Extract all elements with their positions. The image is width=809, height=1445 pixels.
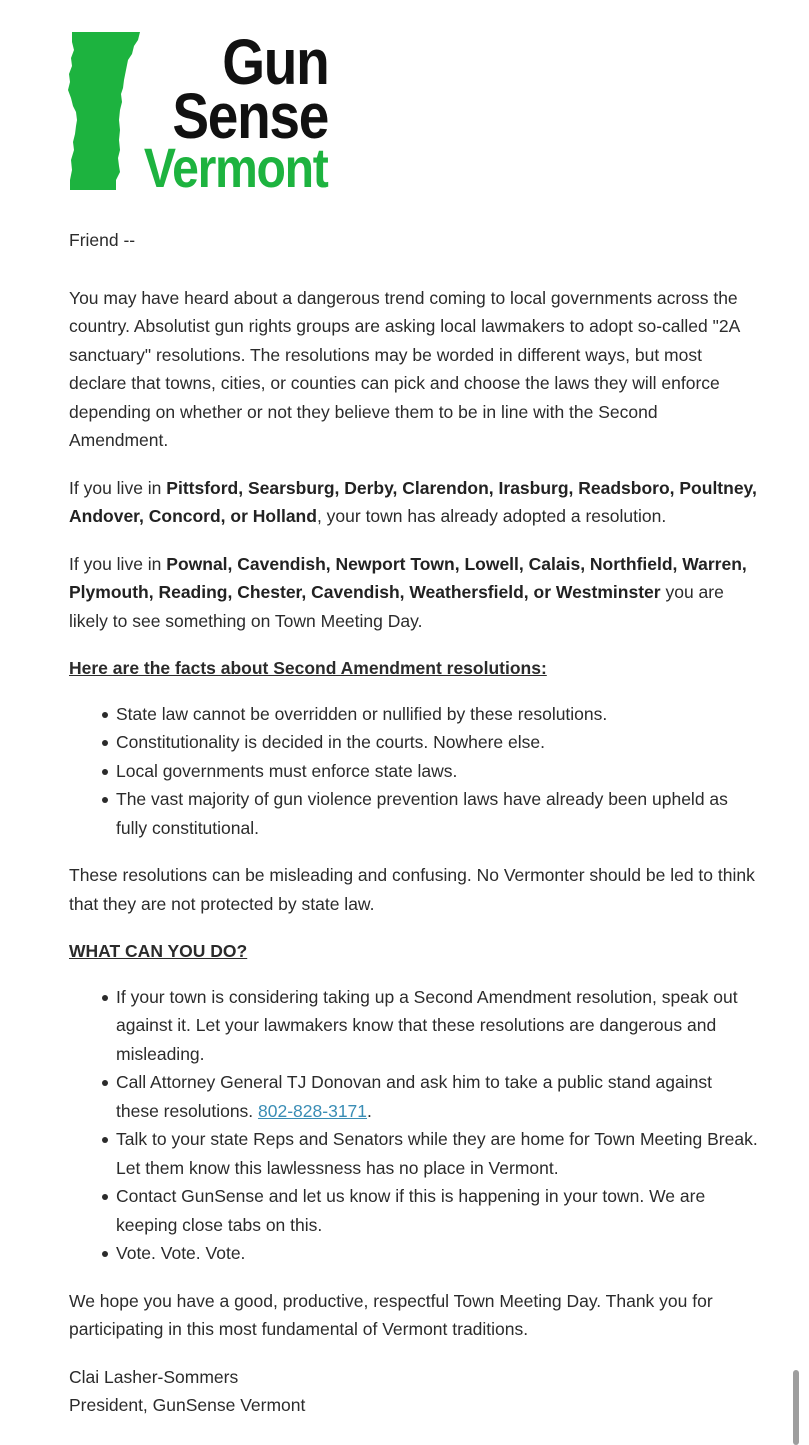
intro-paragraph: You may have heard about a dangerous trend coming to local governments across the country. Absolutist gun rights groups are asking local lawmakers to adopt so-called "2A sanctuary" resolutions. The resolutions may be worded in different ways, but most declare that towns, cities, or counties can pick and choose the laws they will enforce depending on whether or not they believe them to be in line with the Second Amendment. (69, 287, 740, 450)
list-item: Constitutionality is decided in the courts. Nowhere else. (116, 728, 759, 757)
facts-heading: Here are the facts about Second Amendment resolutions: (69, 658, 547, 678)
upcoming-towns-paragraph: If you live in Pownal, Cavendish, Newport Town, Lowell, Calais, Northfield, Warren, Plymouth, Reading, Chester, Cavendish, Weathersfield, or Westminster you are likely to see something on Town Meeting Day. (69, 553, 747, 631)
closing-paragraph: We hope you have a good, productive, respectful Town Meeting Day. Thank you for participating in this most fundamental of Vermont traditions. (69, 1290, 713, 1339)
list-item: Call Attorney General TJ Donovan and ask him to take a public stand against these resolutions. 802-828-3171. (116, 1068, 759, 1125)
list-item: Vote. Vote. Vote. (116, 1239, 759, 1268)
signature-title: President, GunSense Vermont (69, 1395, 306, 1415)
list-item: The vast majority of gun violence prevention laws have already been upheld as fully constitutional. (116, 785, 759, 842)
logo-word-vermont: Vermont (144, 136, 328, 199)
list-item: Talk to your state Reps and Senators while they are home for Town Meeting Break. Let them know this lawlessness has no place in Vermont. (116, 1125, 759, 1182)
scrollbar[interactable] (793, 1370, 799, 1445)
greeting: Friend -- (69, 230, 136, 250)
adopted-towns-list: Pittsford, Searsburg, Derby, Clarendon, Irasburg, Readsboro, Poultney, Andover, Concord, or Holland (69, 477, 757, 526)
signature-name: Clai Lasher-Sommers (69, 1366, 239, 1387)
facts-list (69, 700, 759, 843)
list-item: If your town is considering taking up a Second Amendment resolution, speak out against it. Let your lawmakers know that these resolutions are dangerous and misleading. (116, 983, 759, 1069)
logo-word-sense: Sense (172, 80, 328, 152)
gunsense-vermont-logo (66, 26, 336, 199)
vermont-state-shape-icon (66, 30, 146, 192)
list-item: State law cannot be overridden or nullified by these resolutions. (116, 700, 759, 729)
email-body (69, 226, 759, 1420)
upcoming-towns-list: Pownal, Cavendish, Newport Town, Lowell, Calais, Northfield, Warren, Plymouth, Reading, Chester, Cavendish, Weathersfield, or Westminster (69, 553, 747, 602)
logo-word-gun: Gun (221, 26, 328, 98)
phone-link[interactable]: 802-828-3171 (258, 1100, 368, 1121)
list-item: Local governments must enforce state laws. (116, 757, 759, 786)
list-item: Contact GunSense and let us know if this is happening in your town. We are keeping close tabs on this. (116, 1182, 759, 1239)
actions-list (69, 983, 759, 1268)
misleading-paragraph: These resolutions can be misleading and confusing. No Vermonter should be led to think that they are not protected by state law. (69, 865, 755, 914)
adopted-towns-paragraph: If you live in Pittsford, Searsburg, Derby, Clarendon, Irasburg, Readsboro, Poultney, Andover, Concord, or Holland, your town has already adopted a resolution. (69, 477, 757, 526)
actions-heading: WHAT CAN YOU DO? (69, 941, 248, 961)
